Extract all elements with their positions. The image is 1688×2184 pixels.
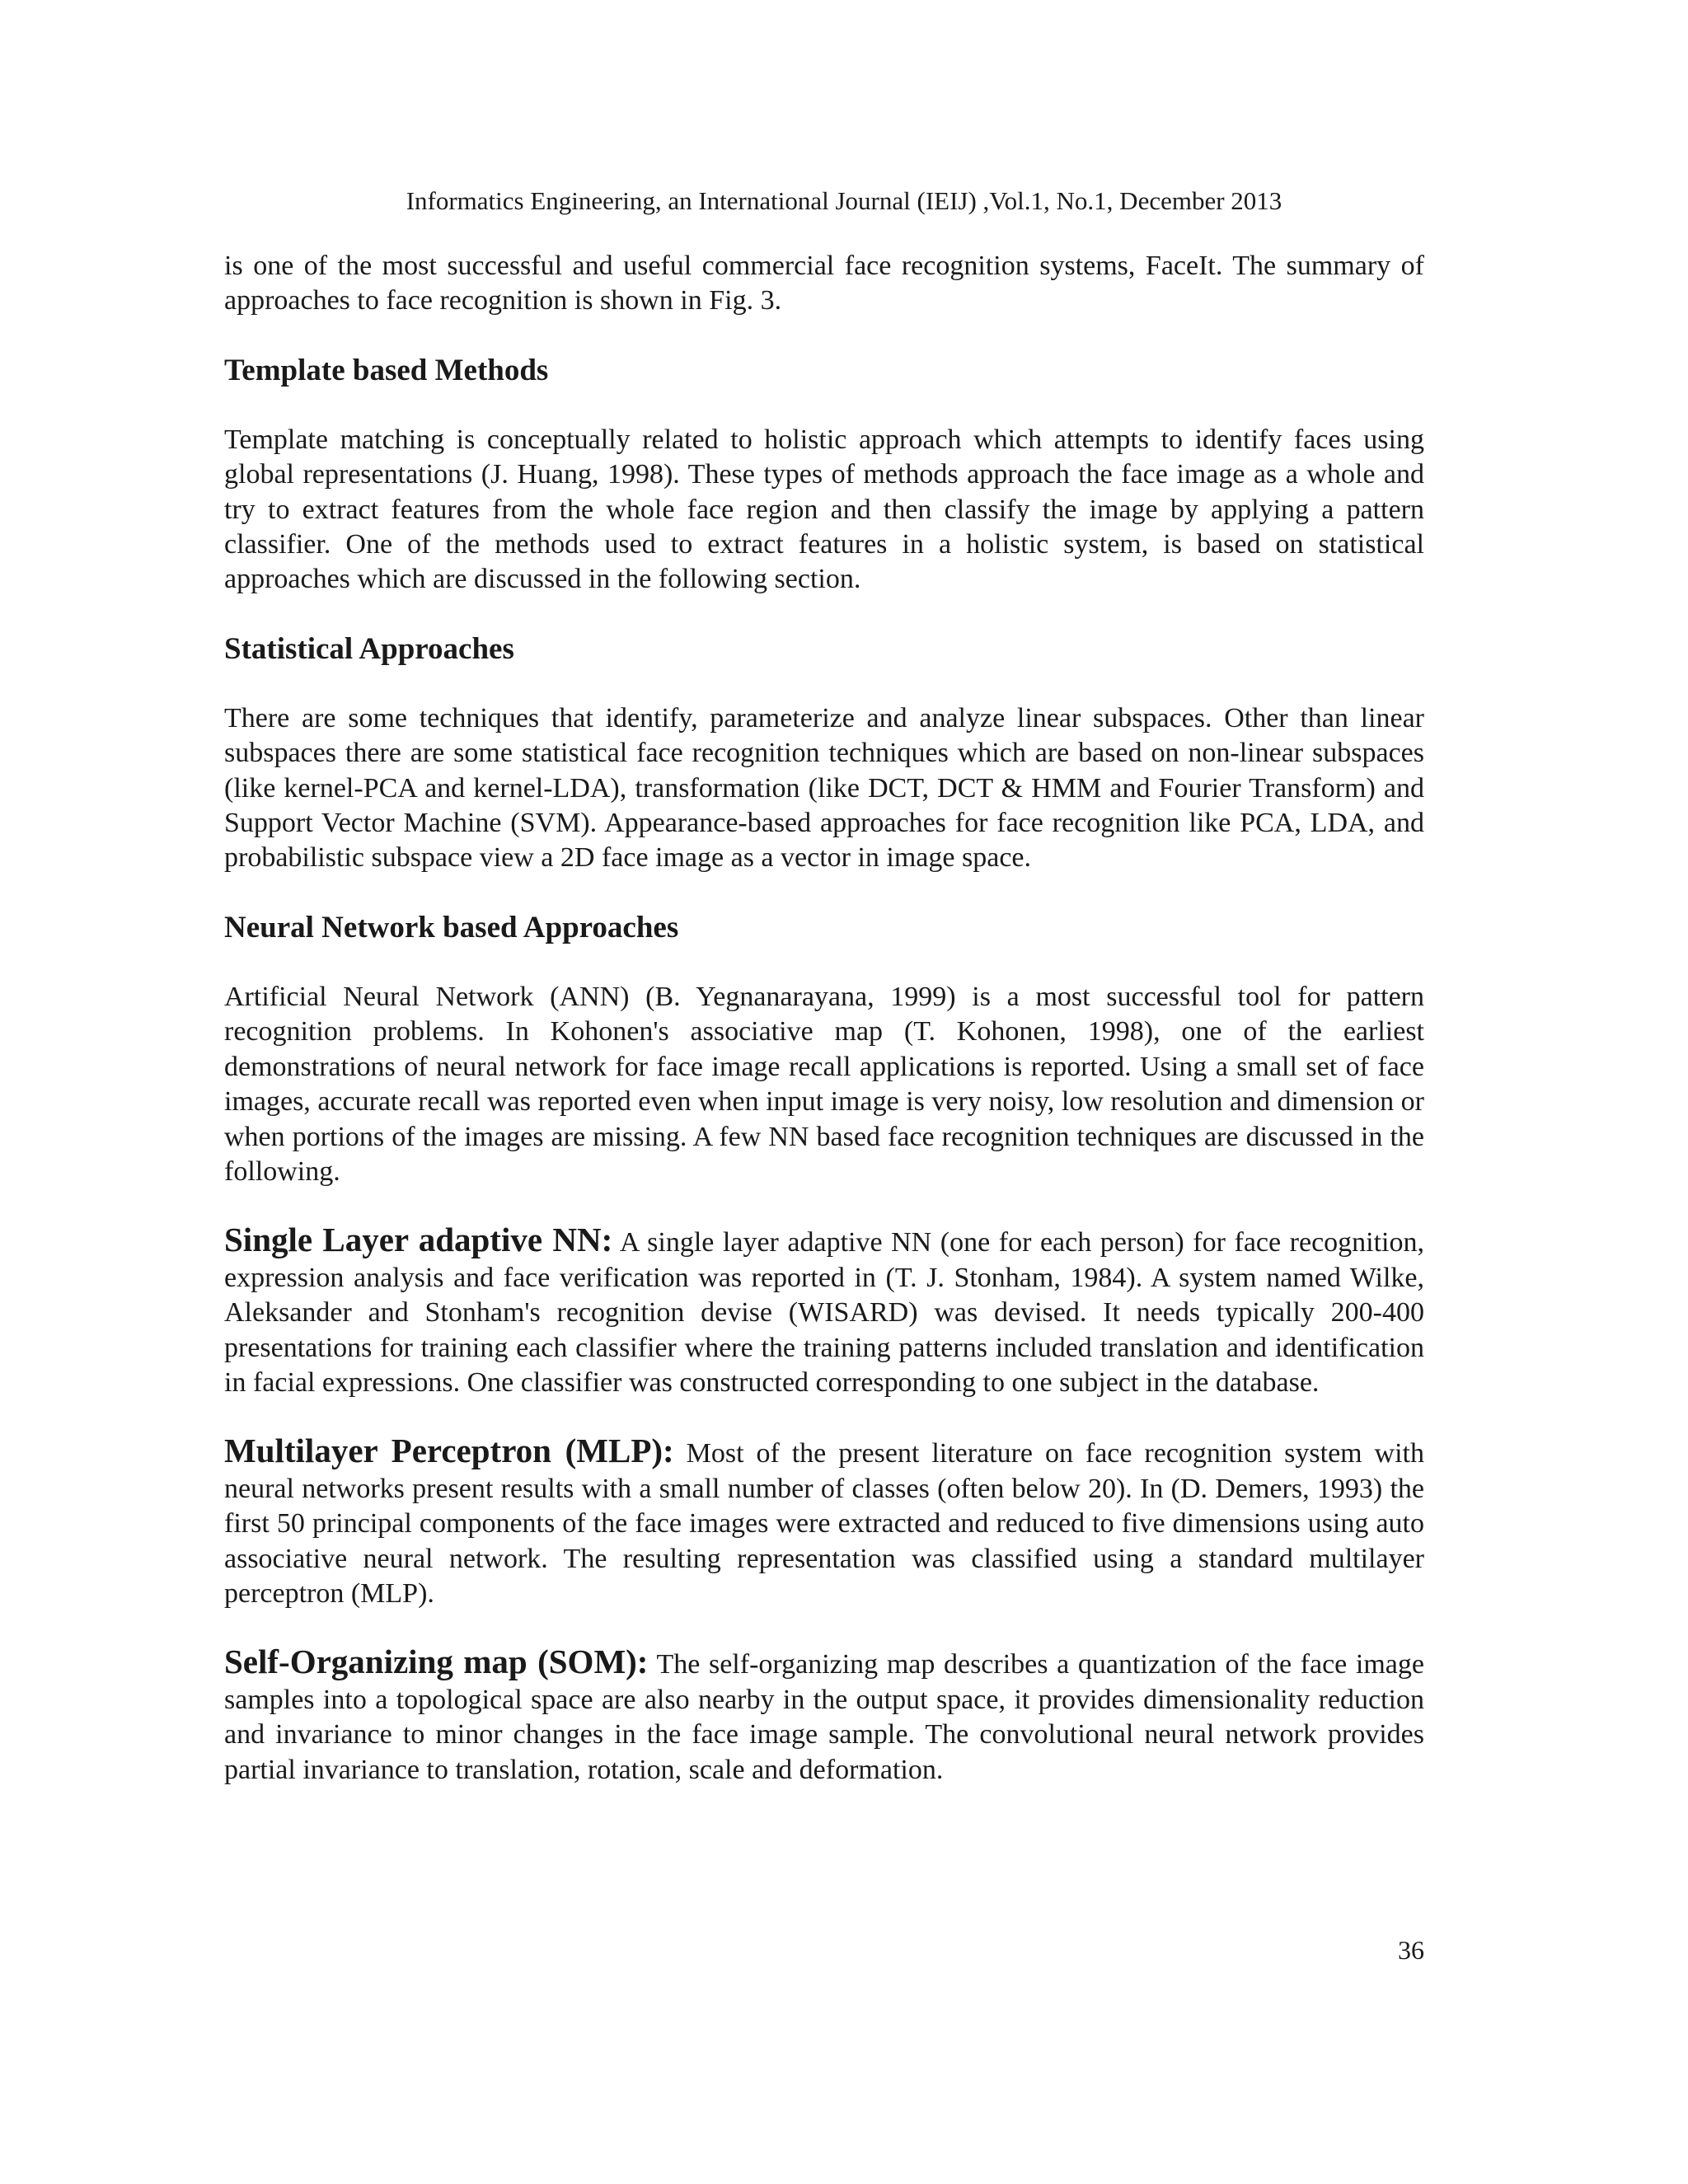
paragraph-mlp — [224, 1433, 1424, 1611]
lead-som: Self-Organizing map (SOM): — [224, 1643, 649, 1681]
intro-paragraph: is one of the most successful and useful commercial face recognition systems, FaceIt. The summary of approaches to face recognition is shown in Fig. 3. — [224, 251, 1424, 316]
page-body — [224, 249, 1424, 1788]
lead-single-layer-nn: Single Layer adaptive NN: — [224, 1221, 613, 1259]
paragraph-single-layer-nn — [224, 1222, 1424, 1400]
page-number: 36 — [1398, 1935, 1424, 1965]
running-header: Informatics Engineering, an International Journal (IEIJ) ,Vol.1, No.1, December 2013 — [406, 186, 1282, 215]
text-som: The self-organizing map describes a quantization of the face image samples into a topological space are also nearby in the output space, it provides dimensionality reduction and invariance to minor changes in the face image sample. The convolutional neural network provides partial invariance to translation, rotation, scale and deformation. — [224, 1649, 1424, 1785]
text-single-layer-nn: A single layer adaptive NN (one for each person) for face recognition, expression analysis and face verification was reported in (T. J. Stonham, 1984). A system named Wilke, Aleksander and Stonham's recognition devise (WISARD) was devised. It needs typically 200-400 presentations for training each classifier where the training patterns included translation and identification in facial expressions. One classifier was constructed corresponding to one subject in the database. — [224, 1227, 1424, 1398]
heading-statistical-approaches: Statistical Approaches — [224, 631, 514, 666]
lead-mlp: Multilayer Perceptron (MLP): — [224, 1432, 674, 1470]
heading-neural-network-approaches: Neural Network based Approaches — [224, 910, 679, 944]
paragraph-neural-network-approaches: Artificial Neural Network (ANN) (B. Yegnanarayana, 1999) is a most successful tool for pattern recognition problems. In Kohonen's associative map (T. Kohonen, 1998), one of the earliest demonstrations of neural network for face image recall applications is reported. Using a small set of face images, accurate recall was reported even when input image is very noisy, low resolution and dimension or when portions of the images are missing. A few NN based face recognition techniques are discussed in the following. — [224, 981, 1424, 1187]
paragraph-som — [224, 1644, 1424, 1788]
heading-template-based-methods: Template based Methods — [224, 353, 549, 387]
text-mlp: Most of the present literature on face recognition system with neural networks present results with a small number of classes (often below 20). In (D. Demers, 1993) the first 50 principal components of the face images were extracted and reduced to five dimensions using auto associative neural network. The resulting representation was classified using a standard multilayer perceptron (MLP). — [224, 1438, 1425, 1609]
paragraph-statistical-approaches: There are some techniques that identify, parameterize and analyze linear subspaces. Other than linear subspaces there are some statistical face recognition techniques which are based on non-linear subspaces (like kernel-PCA and kernel-LDA), transformation (like DCT, DCT & HMM and Fourier Transform) and Support Vector Machine (SVM). Appearance-based approaches for face recognition like PCA, LDA, and probabilistic subspace view a 2D face image as a vector in image space. — [224, 702, 1424, 874]
paragraph-template-based-methods: Template matching is conceptually related to holistic approach which attempts to identify faces using global representations (J. Huang, 1998). These types of methods approach the face image as a whole and try to extract features from the whole face region and then classify the image by applying a pattern classifier. One of the methods used to extract features in a holistic system, is based on statistical approaches which are discussed in the following section. — [224, 424, 1424, 595]
